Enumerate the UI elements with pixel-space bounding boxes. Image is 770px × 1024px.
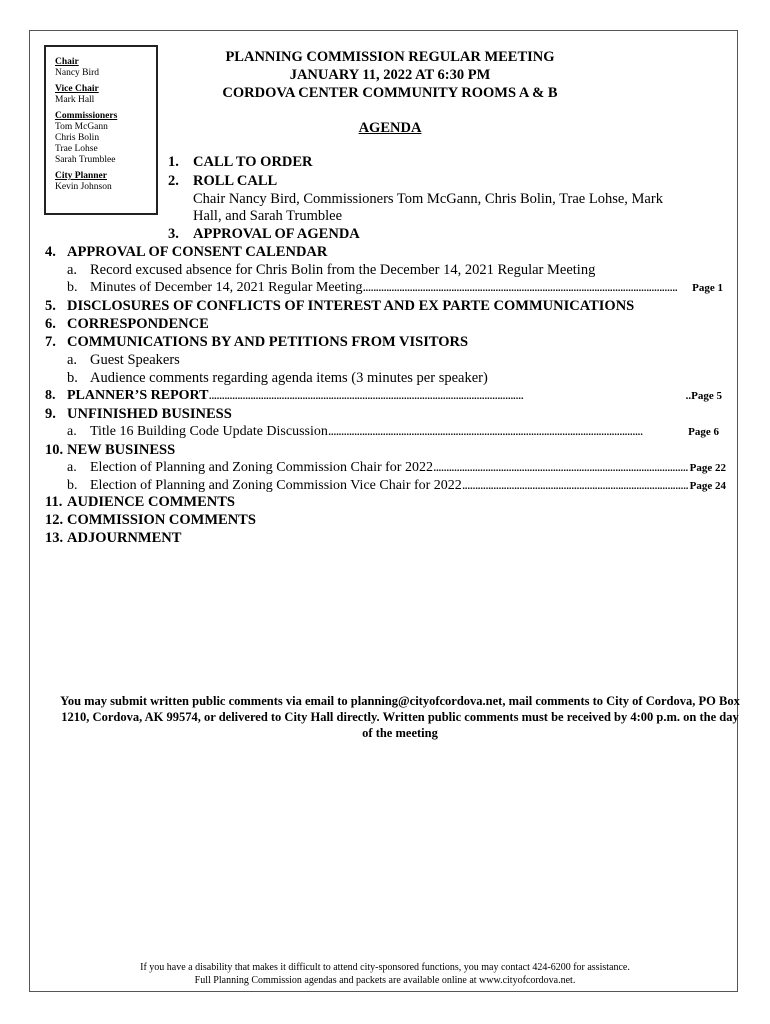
sub-item-letter: a. — [67, 424, 77, 439]
item-number: 2. — [168, 173, 179, 189]
item-label: DISCLOSURES OF CONFLICTS OF INTEREST AND EX PARTE COMMUNICATIONS — [67, 298, 635, 314]
commissioner-name: Trae Lohse — [55, 144, 98, 154]
agenda-item-1 — [168, 153, 313, 171]
item-number: 5. — [45, 298, 56, 314]
agenda-availability-note: Full Planning Commission agendas and packets are available online at www.cityofcordova.net. — [194, 975, 576, 986]
sub-item-7a — [67, 351, 180, 369]
sub-item-label: Audience comments regarding agenda items (3 minutes per speaker) — [90, 370, 488, 386]
meeting-location: CORDOVA CENTER COMMUNITY ROOMS A & B — [222, 85, 558, 101]
sub-item-letter: b. — [67, 478, 78, 493]
sub-item-letter: b. — [67, 280, 78, 295]
accessibility-note: If you have a disability that makes it difficult to attend city-sponsored functions, you may contact 424-6200 for assistance. — [140, 962, 630, 973]
page-ref: Page 24 — [689, 480, 726, 492]
agenda-item-5 — [45, 297, 634, 315]
commissioner-name: Sarah Trumblee — [55, 155, 116, 165]
item-label: AUDIENCE COMMENTS — [67, 494, 235, 510]
vice-chair-name: Mark Hall — [55, 95, 95, 105]
item-number: 6. — [45, 316, 56, 332]
agenda-item-4 — [45, 243, 327, 261]
agenda-item-3 — [168, 225, 360, 243]
commissioners-label: Commissioners — [55, 111, 118, 121]
sub-item-letter: a. — [67, 262, 78, 278]
page-ref: Page 22 — [689, 462, 726, 474]
sub-item-letter: a. — [67, 460, 77, 475]
sub-item-10a — [67, 459, 726, 477]
chair-label: Chair — [55, 57, 79, 67]
item-number: 1. — [168, 154, 179, 170]
item-number: 8. — [45, 388, 56, 403]
agenda-item-9 — [45, 405, 232, 423]
agenda-item-6 — [45, 315, 209, 333]
item-label: COMMUNICATIONS BY AND PETITIONS FROM VISITORS — [67, 334, 469, 350]
item-label: NEW BUSINESS — [67, 442, 176, 458]
dot-leader — [208, 387, 683, 405]
sub-item-label: Election of Planning and Zoning Commission Vice Chair for 2022 — [90, 478, 462, 493]
vice-chair-label: Vice Chair — [55, 84, 99, 94]
commission-roster — [44, 45, 158, 215]
sub-item-label: Minutes of December 14, 2021 Regular Meeting — [90, 280, 363, 295]
item-number: 11. — [45, 494, 63, 510]
agenda-title: AGENDA — [358, 120, 422, 136]
agenda-item-7 — [45, 333, 468, 351]
meeting-header — [185, 48, 595, 102]
item-label: CORRESPONDENCE — [67, 316, 209, 332]
public-comment-notice: You may submit written public comments via email to planning@cityofcordova.net, mail comments to City of Cordova, PO Box 1210, Cordova, AK 99574, or delivered to City Hall directly. Written public comments must be received by 4:00 p.m. on the day of the meeting — [60, 694, 740, 740]
item-number: 12. — [45, 512, 64, 528]
city-planner-name: Kevin Johnson — [55, 182, 112, 192]
sub-item-label: Title 16 Building Code Update Discussion — [90, 424, 328, 439]
roll-call-detail-line: Hall, and Sarah Trumblee — [193, 208, 343, 224]
agenda-item-13 — [45, 529, 181, 547]
sub-item-letter: a. — [67, 352, 78, 368]
agenda-item-12 — [45, 511, 256, 529]
commissioner-name: Chris Bolin — [55, 133, 100, 143]
sub-item-letter: b. — [67, 370, 78, 386]
dot-leader — [462, 477, 688, 495]
page-ref: ..Page 5 — [685, 390, 722, 402]
dot-leader — [328, 423, 686, 441]
sub-item-label: Election of Planning and Zoning Commission Chair for 2022 — [90, 460, 433, 475]
item-label: APPROVAL OF CONSENT CALENDAR — [67, 244, 328, 260]
item-label: COMMISSION COMMENTS — [67, 512, 256, 528]
agenda-item-2 — [168, 172, 277, 190]
page-ref: Page 6 — [688, 426, 719, 438]
item-label: ADJOURNMENT — [67, 530, 182, 546]
sub-item-label: Guest Speakers — [90, 352, 180, 368]
item-label: APPROVAL OF AGENDA — [193, 226, 360, 242]
item-number: 3. — [168, 226, 179, 242]
chair-name: Nancy Bird — [55, 68, 100, 78]
item-number: 7. — [45, 334, 56, 350]
item-number: 4. — [45, 244, 56, 260]
agenda-item-8 — [45, 387, 722, 405]
footer — [60, 961, 710, 987]
dot-leader — [433, 459, 688, 477]
agenda-item-10 — [45, 441, 175, 459]
item-number: 10. — [45, 442, 64, 458]
item-label: PLANNER’S REPORT — [67, 388, 209, 403]
meeting-title: PLANNING COMMISSION REGULAR MEETING — [225, 49, 555, 65]
item-label: UNFINISHED BUSINESS — [67, 406, 232, 422]
page-ref: Page 1 — [692, 282, 723, 294]
item-label: ROLL CALL — [193, 173, 278, 189]
agenda-item-11 — [45, 493, 235, 511]
item-number: 13. — [45, 530, 64, 546]
sub-item-7b — [67, 369, 488, 387]
roll-call-detail-line: Chair Nancy Bird, Commissioners Tom McGann, Chris Bolin, Trae Lohse, Mark — [193, 191, 663, 207]
item-number: 9. — [45, 406, 56, 422]
commissioner-name: Tom McGann — [55, 122, 108, 132]
city-planner-label: City Planner — [55, 171, 107, 181]
sub-item-4b — [67, 279, 723, 297]
meeting-date: JANUARY 11, 2022 AT 6:30 PM — [289, 67, 491, 83]
sub-item-4a — [67, 261, 595, 279]
dot-leader — [363, 279, 691, 297]
sub-item-9a — [67, 423, 719, 441]
item-label: CALL TO ORDER — [193, 154, 313, 170]
sub-item-label: Record excused absence for Chris Bolin from the December 14, 2021 Regular Meeting — [90, 262, 596, 278]
